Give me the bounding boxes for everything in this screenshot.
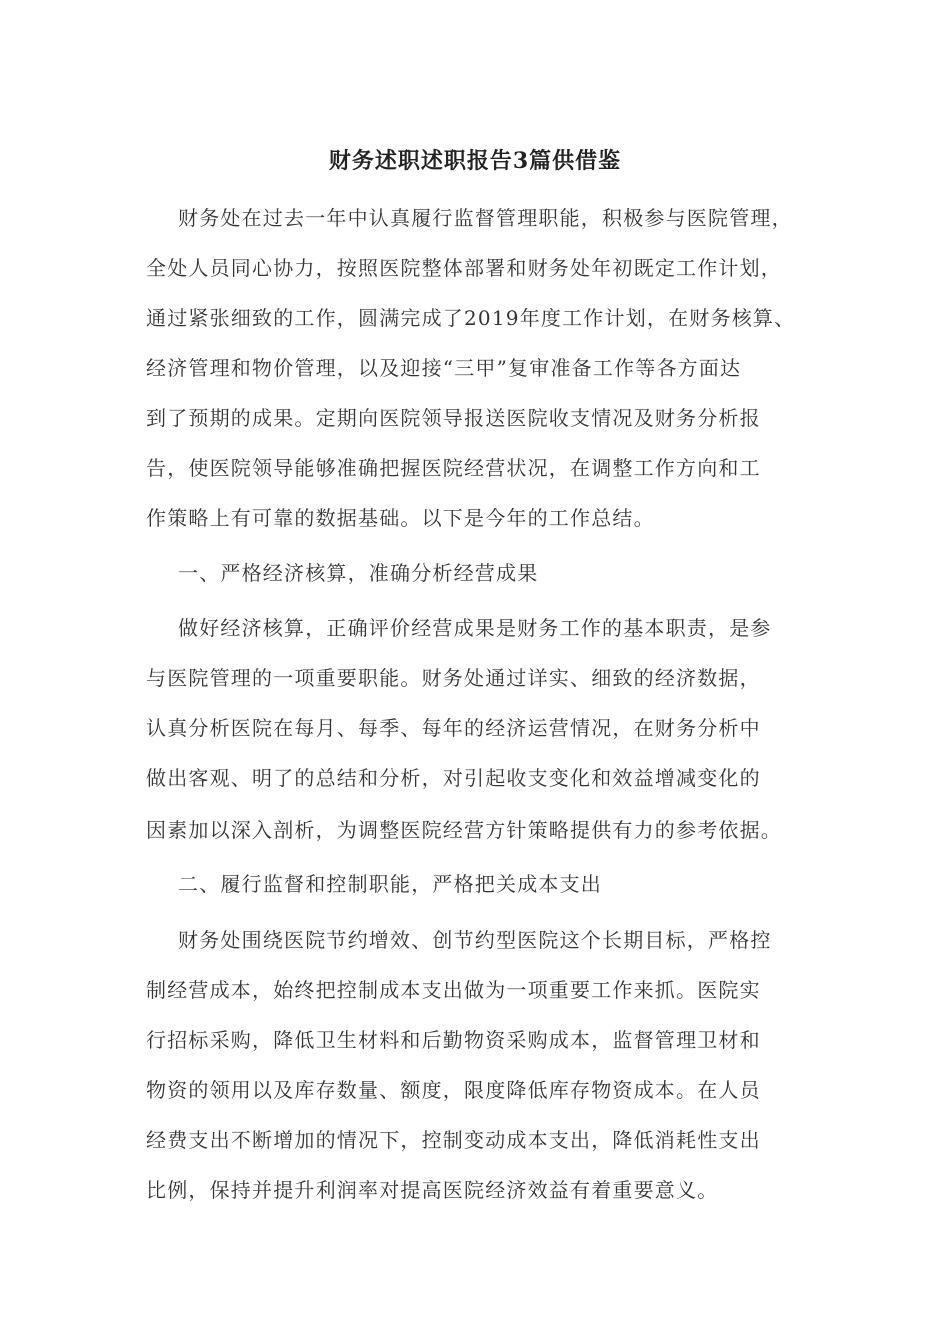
paragraph-2-line-2: 与医院管理的一项重要职能。财务处通过详实、细致的经济数据， [146,666,761,690]
section-heading-2: 二、履行监督和控制职能，严格把关成本支出 [178,872,602,896]
document-title: 财务述职述职报告3篇供借鉴 [328,148,622,174]
paragraph-3-line-2: 制经营成本，始终把控制成本支出做为一项重要工作来抓。医院实 [146,978,761,1002]
section-heading-1: 一、严格经济核算，准确分析经营成果 [178,561,539,585]
paragraph-2-line-3: 认真分析医院在每月、每季、每年的经济运营情况，在财务分析中 [146,716,761,740]
paragraph-1-line-3: 通过紧张细致的工作，圆满完成了2019年度工作计划，在财务核算、 [146,306,796,330]
paragraph-3-line-1: 财务处围绕医院节约增效、创节约型医院这个长期目标，严格控 [178,928,772,952]
paragraph-1-line-1: 财务处在过去一年中认真履行监督管理职能，积极参与医院管理， [178,206,793,230]
paragraph-1-line-2: 全处人员同心协力，按照医院整体部署和财务处年初既定工作计划， [146,256,782,280]
paragraph-1-line-4: 经济管理和物价管理，以及迎接“三甲”复审准备工作等各方面达 [146,356,742,380]
paragraph-1-line-7: 作策略上有可靠的数据基础。以下是今年的工作总结。 [146,506,655,530]
paragraph-3-line-5: 经费支出不断增加的情况下，控制变动成本支出，降低消耗性支出 [146,1128,761,1152]
paragraph-3-line-4: 物资的领用以及库存数量、额度，限度降低库存物资成本。在人员 [146,1078,761,1102]
paragraph-3-line-6: 比例，保持并提升利润率对提高医院经济效益有着重要意义。 [146,1178,719,1202]
paragraph-2-line-5: 因素加以深入剖析，为调整医院经营方针策略提供有力的参考依据。 [146,818,782,842]
paragraph-1-line-5: 到了预期的成果。定期向医院领导报送医院收支情况及财务分析报 [146,406,761,430]
paragraph-2-line-4: 做出客观、明了的总结和分析，对引起收支变化和效益增减变化的 [146,766,761,790]
paragraph-1-line-6: 告，使医院领导能够准确把握医院经营状况，在调整工作方向和工 [146,456,761,480]
paragraph-3-line-3: 行招标采购，降低卫生材料和后勤物资采购成本，监督管理卫材和 [146,1028,761,1052]
paragraph-2-line-1: 做好经济核算，正确评价经营成果是财务工作的基本职责，是参 [178,616,772,640]
